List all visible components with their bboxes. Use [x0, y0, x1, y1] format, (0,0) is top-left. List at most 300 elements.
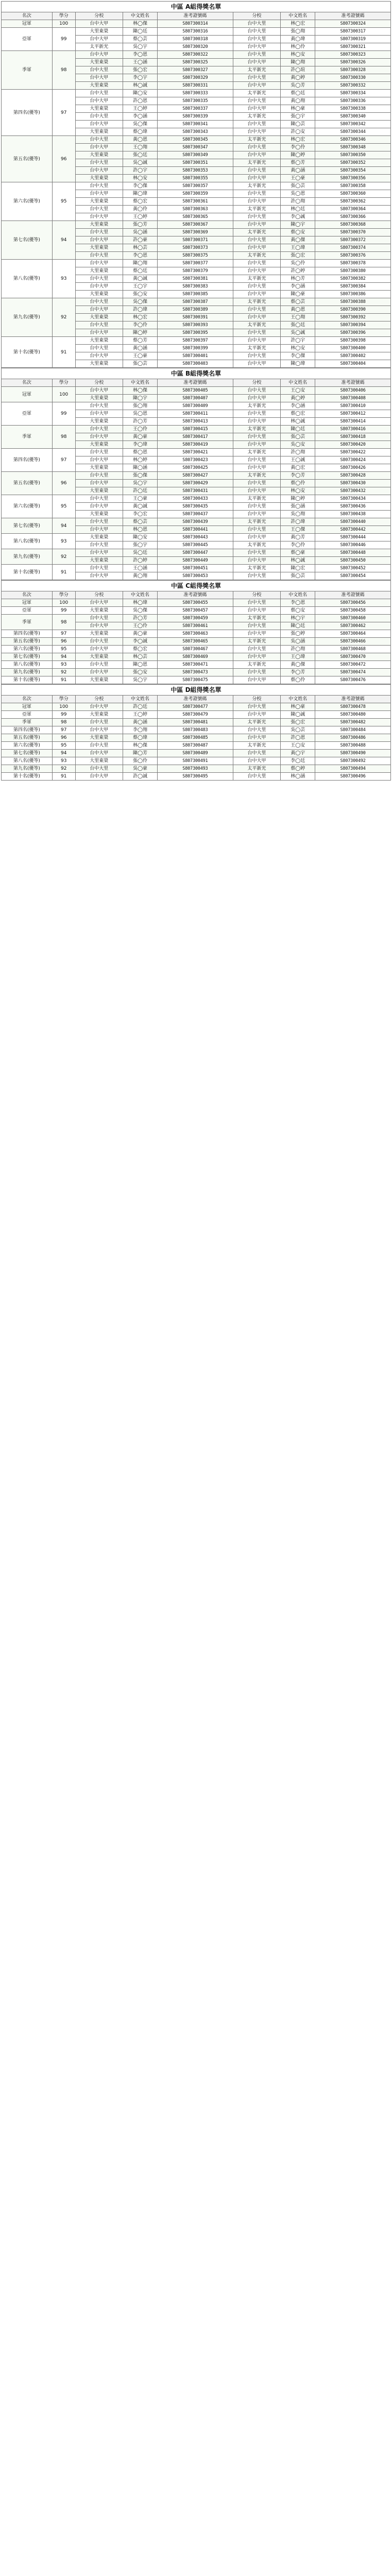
name-cell: 王◯涵 [123, 59, 158, 66]
exam-id-cell: S807300496 [315, 773, 391, 781]
school-cell: 太平新光 [233, 661, 281, 669]
exam-id-cell: S807300453 [158, 572, 233, 580]
name-cell: 許◯芳 [123, 418, 158, 426]
name-cell: 王◯豪 [281, 175, 315, 182]
score-cell: 92 [52, 669, 75, 676]
rank-cell: 第七名(優等) [2, 653, 53, 661]
school-cell: 太平新光 [233, 182, 281, 190]
name-cell: 李◯伶 [281, 541, 315, 549]
exam-id-cell: S807300323 [315, 51, 391, 59]
school-cell: 台中大甲 [75, 167, 123, 175]
exam-id-cell: S807300324 [315, 20, 391, 28]
school-cell: 台中大甲 [233, 82, 281, 90]
column-header: 中文姓名 [281, 12, 315, 20]
school-cell: 台中大里 [233, 410, 281, 418]
exam-id-cell: S807300489 [158, 750, 233, 757]
name-cell: 吳◯傑 [123, 298, 158, 306]
name-cell: 蔡◯豪 [281, 549, 315, 557]
name-cell: 黃◯宇 [281, 750, 315, 757]
exam-id-cell: S807300316 [158, 28, 233, 36]
name-cell: 許◯豪 [123, 236, 158, 244]
score-cell: 98 [52, 615, 75, 630]
exam-id-cell: S807300329 [158, 74, 233, 82]
name-cell: 許◯廷 [123, 703, 158, 711]
name-cell: 林◯瑋 [123, 599, 158, 607]
school-cell: 台中大甲 [233, 464, 281, 472]
exam-id-cell: S807300334 [315, 90, 391, 97]
table-row [2, 599, 391, 607]
column-header: 分校 [233, 591, 281, 599]
name-cell: 黃◯伶 [123, 206, 158, 213]
name-cell: 王◯安 [281, 742, 315, 750]
name-cell: 李◯伶 [123, 321, 158, 329]
table-row [2, 757, 391, 765]
exam-id-cell: S807300398 [315, 337, 391, 345]
school-cell: 台中大里 [75, 565, 123, 572]
table-row [2, 20, 391, 28]
table-row [2, 615, 391, 622]
exam-id-cell: S807300471 [158, 661, 233, 669]
school-cell: 台中大里 [75, 229, 123, 236]
exam-id-cell: S807300446 [315, 541, 391, 549]
school-cell: 台中大甲 [233, 534, 281, 541]
school-cell: 台中大甲 [75, 726, 123, 734]
column-header: 中文姓名 [281, 379, 315, 387]
name-cell: 許◯婷 [281, 267, 315, 275]
school-cell: 台中大里 [233, 283, 281, 291]
school-cell: 台中大甲 [75, 622, 123, 630]
exam-id-cell: S807300351 [158, 159, 233, 167]
table-row [2, 703, 391, 711]
name-cell: 林◯安 [281, 345, 315, 352]
name-cell: 蔡◯芳 [281, 159, 315, 167]
school-cell: 大里東榮 [75, 441, 123, 449]
school-cell: 台中大里 [233, 433, 281, 441]
school-cell: 大里東榮 [75, 291, 123, 298]
score-cell: 99 [52, 607, 75, 615]
rank-cell: 冠軍 [2, 387, 53, 402]
score-cell: 100 [52, 20, 75, 28]
table-row [2, 182, 391, 190]
table-row [2, 518, 391, 526]
name-cell: 陳◯宏 [281, 565, 315, 572]
score-cell: 93 [52, 757, 75, 765]
school-cell: 台中大甲 [233, 653, 281, 661]
column-header: 准考證號碼 [315, 591, 391, 599]
school-cell: 台中大甲 [75, 283, 123, 291]
exam-id-cell: S807300494 [315, 765, 391, 773]
exam-id-cell: S807300328 [315, 66, 391, 74]
school-cell: 太平新光 [233, 541, 281, 549]
name-cell: 陳◯婷 [123, 329, 158, 337]
exam-id-cell: S807300365 [158, 213, 233, 221]
exam-id-cell: S807300404 [315, 360, 391, 368]
column-header: 名次 [2, 379, 53, 387]
name-cell: 陳◯翔 [123, 260, 158, 267]
exam-id-cell: S807300408 [315, 395, 391, 402]
name-cell: 王◯傑 [281, 526, 315, 534]
score-cell: 94 [52, 221, 75, 260]
exam-id-cell: S807300463 [158, 630, 233, 638]
exam-id-cell: S807300381 [158, 275, 233, 283]
name-cell: 張◯芳 [123, 221, 158, 229]
school-cell: 台中大甲 [233, 676, 281, 684]
score-cell: 93 [52, 260, 75, 298]
name-cell: 林◯誠 [281, 557, 315, 565]
school-cell: 太平新光 [233, 426, 281, 433]
school-cell: 台中大甲 [233, 511, 281, 518]
exam-id-cell: S807300474 [315, 669, 391, 676]
school-cell: 台中大里 [233, 703, 281, 711]
exam-id-cell: S807300361 [158, 198, 233, 206]
name-cell: 林◯宏 [281, 136, 315, 144]
name-cell: 林◯恩 [123, 526, 158, 534]
table-row [2, 549, 391, 557]
rank-cell: 冠軍 [2, 599, 53, 607]
exam-id-cell: S807300386 [315, 291, 391, 298]
exam-id-cell: S807300455 [158, 599, 233, 607]
exam-id-cell: S807300443 [158, 534, 233, 541]
table-row [2, 711, 391, 719]
school-cell: 台中大甲 [75, 236, 123, 244]
school-cell: 台中大里 [75, 298, 123, 306]
exam-id-cell: S807300432 [315, 487, 391, 495]
school-cell: 台中大甲 [233, 244, 281, 252]
school-cell: 台中大甲 [233, 418, 281, 426]
name-cell: 黃◯芳 [281, 534, 315, 541]
exam-id-cell: S807300353 [158, 167, 233, 175]
exam-id-cell: S807300459 [158, 615, 233, 622]
name-cell: 許◯芳 [123, 615, 158, 622]
school-cell: 台中大里 [75, 345, 123, 352]
results-table [1, 591, 391, 684]
name-cell: 吳◯涵 [281, 638, 315, 646]
exam-id-cell: S807300456 [315, 599, 391, 607]
exam-id-cell: S807300460 [315, 615, 391, 622]
name-cell: 許◯瑋 [123, 306, 158, 314]
score-cell: 99 [52, 28, 75, 51]
name-cell: 吳◯芳 [281, 82, 315, 90]
school-cell: 台中大里 [233, 167, 281, 175]
exam-id-cell: S807300468 [315, 646, 391, 653]
name-cell: 蔡◯安 [281, 229, 315, 236]
name-cell: 許◯恩 [281, 734, 315, 742]
name-cell: 蔡◯伶 [281, 480, 315, 487]
exam-id-cell: S807300486 [315, 734, 391, 742]
name-cell: 黃◯誠 [123, 275, 158, 283]
school-cell: 台中大里 [75, 541, 123, 549]
school-cell: 台中大里 [75, 742, 123, 750]
exam-id-cell: S807300360 [315, 190, 391, 198]
name-cell: 蔡◯芸 [123, 36, 158, 43]
header-row [2, 696, 391, 703]
score-cell: 93 [52, 534, 75, 549]
section-title: 中區 C組得獎名單 [1, 580, 391, 591]
name-cell: 陳◯廷 [123, 28, 158, 36]
name-cell: 李◯涵 [281, 402, 315, 410]
name-cell: 張◯廷 [123, 151, 158, 159]
exam-id-cell: S807300422 [315, 449, 391, 456]
score-cell: 95 [52, 742, 75, 750]
score-cell: 94 [52, 518, 75, 534]
column-header: 分校 [233, 696, 281, 703]
exam-id-cell: S807300427 [158, 472, 233, 480]
exam-id-cell: S807300406 [315, 387, 391, 395]
name-cell: 黃◯傑 [281, 236, 315, 244]
score-cell: 96 [52, 734, 75, 742]
score-cell: 95 [52, 495, 75, 518]
column-header: 中文姓名 [123, 379, 158, 387]
school-cell: 台中大甲 [233, 314, 281, 321]
name-cell: 李◯瑋 [123, 441, 158, 449]
school-cell: 台中大里 [233, 144, 281, 151]
school-cell: 大里東榮 [75, 734, 123, 742]
school-cell: 太平新光 [233, 495, 281, 503]
column-header: 分校 [75, 12, 123, 20]
table-header [2, 12, 391, 20]
name-cell: 李◯芳 [281, 669, 315, 676]
name-cell: 張◯傑 [123, 472, 158, 480]
name-cell: 王◯瑋 [281, 653, 315, 661]
school-cell: 大里東榮 [75, 128, 123, 136]
school-cell: 太平新光 [75, 43, 123, 51]
school-cell: 大里東榮 [75, 511, 123, 518]
school-cell: 大里東榮 [75, 198, 123, 206]
exam-id-cell: S807300385 [158, 291, 233, 298]
rank-cell: 第十名(優等) [2, 337, 53, 368]
exam-id-cell: S807300363 [158, 206, 233, 213]
name-cell: 陳◯芸 [281, 121, 315, 128]
name-cell: 陳◯瑋 [123, 190, 158, 198]
exam-id-cell: S807300314 [158, 20, 233, 28]
award-sections [1, 1, 391, 781]
exam-id-cell: S807300407 [158, 395, 233, 402]
school-cell: 太平新光 [233, 252, 281, 260]
rank-cell: 第九名(優等) [2, 669, 53, 676]
table-row [2, 221, 391, 229]
exam-id-cell: S807300318 [158, 36, 233, 43]
exam-id-cell: S807300417 [158, 433, 233, 441]
name-cell: 蔡◯恩 [123, 449, 158, 456]
exam-id-cell: S807300358 [315, 182, 391, 190]
rank-cell: 亞軍 [2, 28, 53, 51]
exam-id-cell: S807300491 [158, 757, 233, 765]
exam-id-cell: S807300413 [158, 418, 233, 426]
exam-id-cell: S807300354 [315, 167, 391, 175]
exam-id-cell: S807300352 [315, 159, 391, 167]
name-cell: 吳◯伶 [281, 260, 315, 267]
name-cell: 張◯翔 [281, 28, 315, 36]
table-row [2, 534, 391, 541]
table-header [2, 591, 391, 599]
table-header [2, 696, 391, 703]
name-cell: 王◯伶 [123, 622, 158, 630]
exam-id-cell: S807300335 [158, 97, 233, 105]
exam-id-cell: S807300492 [315, 757, 391, 765]
name-cell: 林◯安 [281, 487, 315, 495]
school-cell: 太平新光 [233, 449, 281, 456]
school-cell: 太平新光 [233, 275, 281, 283]
name-cell: 李◯恩 [123, 252, 158, 260]
exam-id-cell: S807300433 [158, 495, 233, 503]
table-body [2, 599, 391, 684]
exam-id-cell: S807300326 [315, 59, 391, 66]
name-cell: 李◯傑 [123, 182, 158, 190]
table-row [2, 28, 391, 36]
name-cell: 張◯宇 [123, 541, 158, 549]
exam-id-cell: S807300485 [158, 734, 233, 742]
column-header: 中文姓名 [281, 591, 315, 599]
school-cell: 台中大里 [233, 260, 281, 267]
exam-id-cell: S807300321 [315, 43, 391, 51]
name-cell: 林◯宇 [281, 615, 315, 622]
school-cell: 台中大甲 [233, 43, 281, 51]
rank-cell: 亞軍 [2, 402, 53, 426]
school-cell: 台中大甲 [233, 607, 281, 615]
name-cell: 張◯安 [123, 669, 158, 676]
rank-cell: 第六名(優等) [2, 495, 53, 518]
name-cell: 王◯豪 [123, 352, 158, 360]
school-cell: 台中大甲 [75, 703, 123, 711]
school-cell: 台中大里 [233, 97, 281, 105]
rank-cell: 季軍 [2, 719, 53, 726]
name-cell: 張◯安 [123, 291, 158, 298]
school-cell: 台中大里 [75, 402, 123, 410]
table-body [2, 387, 391, 580]
school-cell: 台中大甲 [75, 456, 123, 464]
exam-id-cell: S807300399 [158, 345, 233, 352]
name-cell: 吳◯芸 [281, 726, 315, 734]
table-row [2, 653, 391, 661]
name-cell: 陳◯豪 [281, 291, 315, 298]
exam-id-cell: S807300484 [315, 726, 391, 734]
school-cell: 太平新光 [233, 402, 281, 410]
exam-id-cell: S807300344 [315, 128, 391, 136]
exam-id-cell: S807300480 [315, 711, 391, 719]
name-cell: 王◯涵 [123, 565, 158, 572]
name-cell: 吳◯傑 [123, 607, 158, 615]
table-row [2, 495, 391, 503]
score-cell: 92 [52, 765, 75, 773]
name-cell: 林◯傑 [123, 20, 158, 28]
score-cell: 95 [52, 646, 75, 653]
name-cell: 王◯宇 [123, 283, 158, 291]
name-cell: 蔡◯芸 [123, 518, 158, 526]
rank-cell: 第九名(優等) [2, 765, 53, 773]
exam-id-cell: S807300350 [315, 151, 391, 159]
school-cell: 台中大甲 [233, 175, 281, 182]
exam-id-cell: S807300458 [315, 607, 391, 615]
name-cell: 林◯婷 [123, 456, 158, 464]
school-cell: 台中大甲 [75, 306, 123, 314]
exam-id-cell: S807300448 [315, 549, 391, 557]
exam-id-cell: S807300342 [315, 121, 391, 128]
exam-id-cell: S807300325 [158, 59, 233, 66]
exam-id-cell: S807300410 [315, 402, 391, 410]
name-cell: 吳◯廷 [123, 549, 158, 557]
column-header: 准考證號碼 [315, 696, 391, 703]
name-cell: 王◯翔 [281, 314, 315, 321]
rank-cell: 第七名(優等) [2, 221, 53, 260]
column-header: 分校 [233, 379, 281, 387]
school-cell: 台中大里 [75, 321, 123, 329]
school-cell: 太平新光 [233, 159, 281, 167]
name-cell: 王◯瑋 [281, 244, 315, 252]
name-cell: 陳◯宇 [281, 221, 315, 229]
rank-cell: 第七名(優等) [2, 750, 53, 757]
school-cell: 台中大里 [233, 51, 281, 59]
rank-cell: 第六名(優等) [2, 646, 53, 653]
rank-cell: 第八名(優等) [2, 260, 53, 298]
exam-id-cell: S807300379 [158, 267, 233, 275]
name-cell: 張◯婷 [281, 630, 315, 638]
school-cell: 台中大甲 [75, 74, 123, 82]
school-cell: 大里東榮 [75, 360, 123, 368]
score-cell: 97 [52, 449, 75, 472]
exam-id-cell: S807300478 [315, 703, 391, 711]
table-row [2, 638, 391, 646]
school-cell: 太平新光 [233, 638, 281, 646]
name-cell: 許◯翔 [281, 646, 315, 653]
exam-id-cell: S807300362 [315, 198, 391, 206]
school-cell: 台中大里 [75, 638, 123, 646]
exam-id-cell: S807300341 [158, 121, 233, 128]
table-row [2, 337, 391, 345]
rank-cell: 第四名(優等) [2, 726, 53, 734]
header-row [2, 591, 391, 599]
school-cell: 台中大里 [233, 28, 281, 36]
name-cell: 吳◯誠 [281, 329, 315, 337]
school-cell: 台中大甲 [75, 480, 123, 487]
exam-id-cell: S807300377 [158, 260, 233, 267]
exam-id-cell: S807300434 [315, 495, 391, 503]
exam-id-cell: S807300472 [315, 661, 391, 669]
school-cell: 台中大里 [233, 329, 281, 337]
name-cell: 蔡◯芸 [281, 298, 315, 306]
school-cell: 太平新光 [233, 66, 281, 74]
exam-id-cell: S807300488 [315, 742, 391, 750]
school-cell: 大里東榮 [75, 418, 123, 426]
school-cell: 台中大里 [233, 503, 281, 511]
rank-cell: 第六名(優等) [2, 182, 53, 221]
name-cell: 陳◯廷 [281, 622, 315, 630]
exam-id-cell: S807300423 [158, 456, 233, 464]
school-cell: 台中大甲 [75, 773, 123, 781]
school-cell: 台中大里 [233, 773, 281, 781]
score-cell: 99 [52, 711, 75, 719]
exam-id-cell: S807300343 [158, 128, 233, 136]
school-cell: 大里東榮 [75, 175, 123, 182]
school-cell: 太平新光 [233, 765, 281, 773]
school-cell: 大里東榮 [75, 487, 123, 495]
column-header: 分校 [75, 379, 123, 387]
name-cell: 林◯傑 [123, 387, 158, 395]
name-cell: 李◯恩 [281, 599, 315, 607]
school-cell: 台中大甲 [233, 757, 281, 765]
exam-id-cell: S807300356 [315, 175, 391, 182]
school-cell: 台中大甲 [233, 630, 281, 638]
name-cell: 陳◯廷 [281, 426, 315, 433]
name-cell: 黃◯婷 [281, 74, 315, 82]
name-cell: 蔡◯瑋 [123, 128, 158, 136]
column-header: 學分 [52, 12, 75, 20]
name-cell: 張◯廷 [281, 321, 315, 329]
name-cell: 林◯誠 [281, 418, 315, 426]
exam-id-cell: S807300372 [315, 236, 391, 244]
school-cell: 台中大甲 [75, 410, 123, 418]
school-cell: 台中大里 [75, 136, 123, 144]
name-cell: 黃◯誠 [123, 503, 158, 511]
